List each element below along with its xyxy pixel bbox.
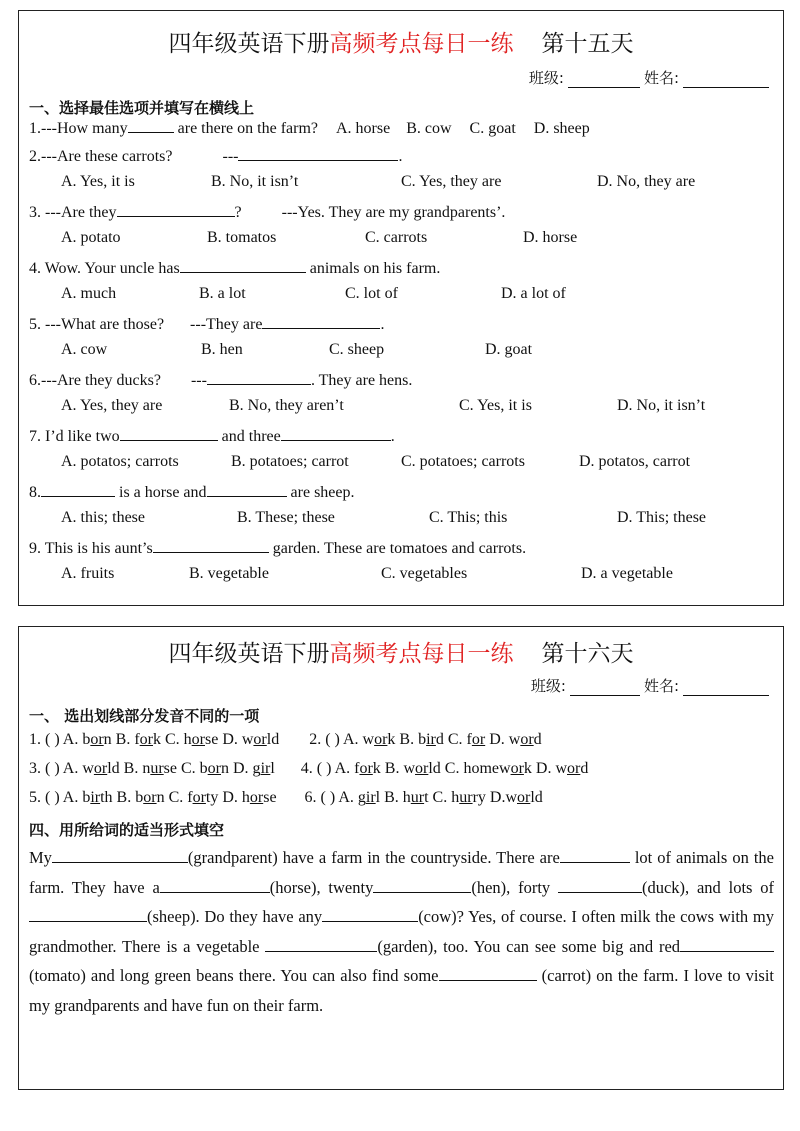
- phonics-question-5: 5. ( ) A. birth B. born C. forty D. horse: [29, 789, 277, 806]
- question-text: ---: [222, 148, 239, 165]
- question-text: .: [398, 148, 403, 165]
- section-heading: 四、用所给词的适当形式填空: [29, 821, 225, 839]
- passage-text: (carrot) on the farm. I love to visit my grandparents and have fun on their farm.: [29, 966, 774, 1015]
- answer-blank[interactable]: [373, 876, 471, 893]
- question-text: ---: [190, 372, 207, 389]
- option-c: C. potatoes; carrots: [401, 453, 525, 470]
- answer-blank[interactable]: [128, 117, 174, 133]
- passage-text: (tomato) and long green beans there. You can also find some: [29, 966, 439, 986]
- passage-text: (sheep). Do they have any: [147, 907, 323, 927]
- answer-blank[interactable]: [322, 905, 418, 922]
- class-label: 班级:: [528, 69, 564, 87]
- question-text: is a horse and: [119, 484, 207, 501]
- option-b: B. potatoes; carrot: [231, 453, 349, 470]
- title-grade: 四年级英语下册: [168, 641, 330, 667]
- option-c: C. This; this: [429, 509, 508, 526]
- option-a: A. horse: [336, 120, 391, 137]
- option-b: B. cow: [406, 120, 452, 137]
- question-text: ---Yes. They are my grandparents’.: [281, 204, 506, 221]
- question-text: .: [390, 428, 395, 445]
- option-c: C. goat: [469, 120, 516, 137]
- title-day: 第十六天: [541, 641, 634, 667]
- question-text: garden. These are tomatoes and carrots.: [272, 540, 527, 557]
- option-d: D. No, they are: [597, 173, 696, 190]
- phonics-question-1: 1. ( ) A. born B. fork C. horse D. world: [29, 731, 280, 748]
- student-info: [529, 67, 773, 88]
- answer-blank[interactable]: [560, 846, 630, 863]
- option-c: C. vegetables: [381, 565, 468, 582]
- passage-text: lot of animals on the farm. They have a: [29, 848, 774, 897]
- option-c: C. sheep: [329, 341, 385, 358]
- question-1: [29, 117, 590, 138]
- option-c: C. lot of: [345, 285, 398, 302]
- option-b: B. hen: [201, 341, 243, 358]
- option-d: D. a vegetable: [581, 565, 673, 582]
- name-label: 姓名:: [643, 677, 679, 695]
- option-a: A. Yes, it is: [61, 173, 135, 190]
- option-a: A. fruits: [61, 565, 115, 582]
- answer-blank[interactable]: [120, 425, 218, 441]
- question-7: [29, 425, 395, 446]
- question-text: 1.---How many: [29, 120, 128, 137]
- class-field[interactable]: [568, 71, 640, 88]
- option-d: D. horse: [523, 229, 578, 246]
- question-6: [29, 369, 412, 390]
- answer-blank[interactable]: [41, 481, 115, 497]
- question-text: animals on his farm.: [309, 260, 441, 277]
- answer-blank[interactable]: [238, 145, 398, 161]
- passage-text: My: [29, 848, 52, 867]
- passage-text: (hen), forty: [471, 877, 551, 897]
- option-a: A. cow: [61, 341, 108, 358]
- phonics-question-3: 3. ( ) A. world B. nurse C. born D. girl: [29, 760, 275, 777]
- option-d: D. goat: [485, 341, 533, 358]
- question-2: [29, 145, 402, 166]
- phonics-question-2: 2. ( ) A. work B. bird C. for D. word: [309, 731, 542, 748]
- question-text: 9. This is his aunt’s: [29, 540, 153, 557]
- answer-blank[interactable]: [207, 481, 287, 497]
- option-b: B. vegetable: [189, 565, 269, 582]
- class-field[interactable]: [570, 679, 640, 696]
- student-info: [531, 675, 773, 696]
- answer-blank[interactable]: [207, 369, 311, 385]
- question-text: 3. ---Are they: [29, 204, 117, 221]
- title-day: 第十五天: [541, 31, 634, 57]
- section-heading: 一、选择最佳选项并填写在横线上: [29, 99, 255, 117]
- option-b: B. tomatos: [207, 229, 277, 246]
- question-3: [29, 201, 505, 222]
- option-b: B. No, it isn’t: [211, 173, 299, 190]
- answer-blank[interactable]: [262, 313, 380, 329]
- passage-text: (cow)? Yes, of course. I often milk the cows with my grandmother. There is a vegetable: [29, 907, 774, 956]
- phonics-row-1: [29, 731, 542, 749]
- fill-in-passage: [29, 843, 774, 1021]
- option-b: B. a lot: [199, 285, 246, 302]
- question-5: [29, 313, 384, 334]
- answer-blank[interactable]: [680, 935, 774, 952]
- question-text: .: [380, 316, 385, 333]
- answer-blank[interactable]: [52, 846, 188, 863]
- option-c: C. carrots: [365, 229, 428, 246]
- name-field[interactable]: [683, 71, 769, 88]
- phonics-row-3: [29, 789, 543, 807]
- question-text: ---They are: [190, 316, 263, 333]
- worksheet-title: [19, 635, 783, 668]
- worksheet-day-15: [18, 10, 784, 606]
- answer-blank[interactable]: [160, 876, 270, 893]
- worksheet-day-16: [18, 626, 784, 1090]
- option-a: A. much: [61, 285, 117, 302]
- class-label: 班级:: [530, 677, 566, 695]
- option-a: A. potatos; carrots: [61, 453, 179, 470]
- option-c: C. Yes, they are: [401, 173, 502, 190]
- title-grade: 四年级英语下册: [168, 31, 330, 57]
- option-a: A. potato: [61, 229, 121, 246]
- question-text: and three: [221, 428, 281, 445]
- answer-blank[interactable]: [29, 905, 147, 922]
- question-text: . They are hens.: [310, 372, 413, 389]
- question-text: 2.---Are these carrots?: [29, 148, 173, 165]
- answer-blank[interactable]: [117, 201, 235, 217]
- option-c: C. Yes, it is: [459, 397, 532, 414]
- answer-blank[interactable]: [439, 964, 537, 981]
- passage-text: (horse), twenty: [269, 877, 374, 897]
- title-highlight: 高频考点每日一练: [329, 641, 514, 667]
- name-field[interactable]: [683, 679, 769, 696]
- answer-blank[interactable]: [180, 257, 306, 273]
- section-heading: 一、 选出划线部分发音不同的一项: [29, 707, 260, 725]
- question-8: [29, 481, 355, 502]
- question-text: ?: [234, 204, 242, 221]
- answer-blank[interactable]: [558, 876, 642, 893]
- option-d: D. potatos, carrot: [579, 453, 691, 470]
- answer-blank[interactable]: [281, 425, 391, 441]
- option-a: A. Yes, they are: [61, 397, 163, 414]
- question-text: 8.: [29, 484, 41, 501]
- option-b: B. These; these: [237, 509, 335, 526]
- question-text: 4. Wow. Your uncle has: [29, 260, 180, 277]
- option-a: A. this; these: [61, 509, 145, 526]
- phonics-row-2: [29, 760, 588, 778]
- question-text: are sheep.: [290, 484, 355, 501]
- passage-text: (garden), too. You can see some big and red: [377, 936, 681, 956]
- option-d: D. sheep: [533, 120, 590, 137]
- title-highlight: 高频考点每日一练: [329, 31, 514, 57]
- question-text: 7. I’d like two: [29, 428, 120, 445]
- question-text: 6.---Are they ducks?: [29, 372, 161, 389]
- answer-blank[interactable]: [265, 935, 377, 952]
- question-text: 5. ---What are those?: [29, 316, 165, 333]
- option-d: D. This; these: [617, 509, 707, 526]
- answer-blank[interactable]: [153, 537, 269, 553]
- phonics-question-6: 6. ( ) A. girl B. hurt C. hurry D.world: [304, 789, 543, 806]
- question-9: [29, 537, 526, 558]
- passage-text: (duck), and lots of: [641, 877, 774, 897]
- question-text: are there on the farm?: [177, 120, 318, 137]
- option-d: D. No, it isn’t: [617, 397, 706, 414]
- passage-text: (grandparent) have a farm in the countryside. There are: [187, 848, 560, 867]
- phonics-question-4: 4. ( ) A. fork B. world C. homework D. word: [300, 760, 589, 777]
- question-4: [29, 257, 440, 278]
- worksheet-title: [19, 25, 783, 58]
- name-label: 姓名:: [643, 69, 679, 87]
- option-d: D. a lot of: [501, 285, 566, 302]
- option-b: B. No, they aren’t: [229, 397, 344, 414]
